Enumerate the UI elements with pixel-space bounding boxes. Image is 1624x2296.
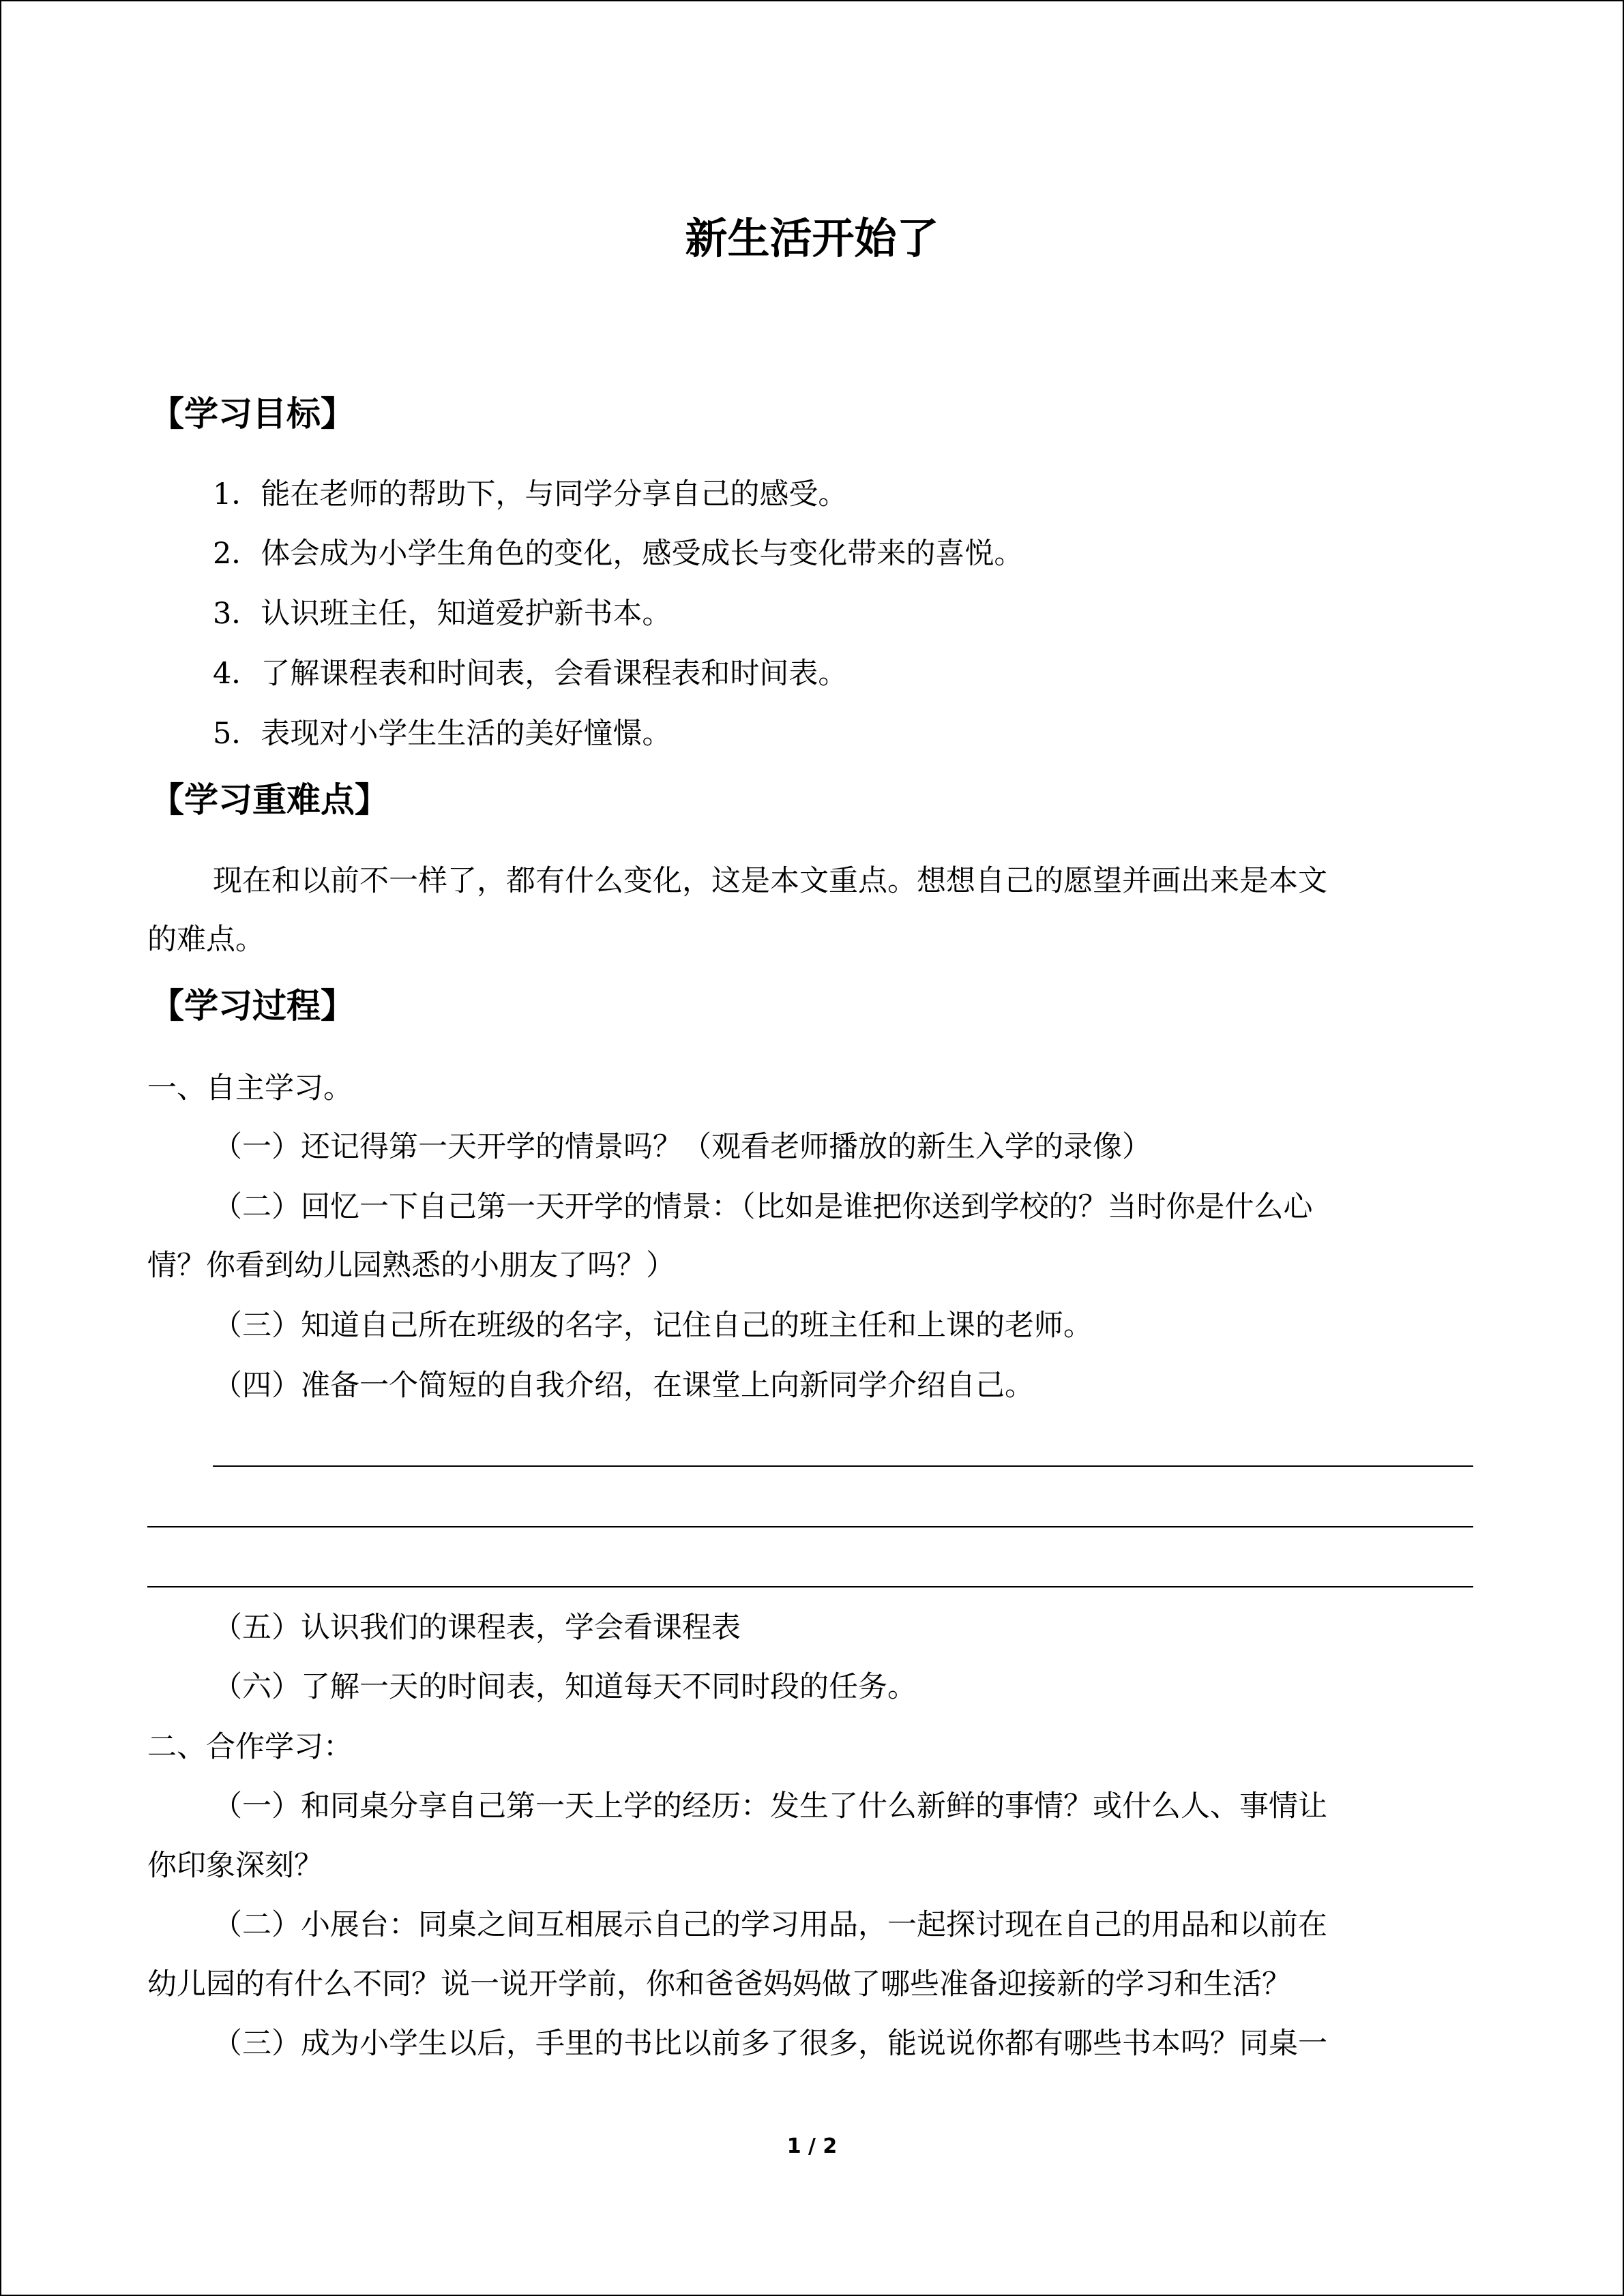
part1-item-2-line-2: 情？你看到幼儿园熟悉的小朋友了吗？） <box>147 1249 675 1283</box>
answer-line-3 <box>147 1586 1473 1587</box>
part1-item-6: （六）了解一天的时间表，知道每天不同时段的任务。 <box>213 1670 917 1704</box>
part2-item-3-line-1: （三）成为小学生以后，手里的书比以前多了很多，能说说你都有哪些书本吗？同桌一 <box>213 2027 1327 2061</box>
section-heading-keypoints: 【学习重难点】 <box>150 780 389 820</box>
answer-line-1 <box>213 1465 1473 1467</box>
part1-item-5: （五）认识我们的课程表，学会看课程表 <box>213 1611 741 1645</box>
goal-item-3: 3．认识班主任，知道爱护新书本。 <box>213 597 672 631</box>
goal-item-5: 5．表现对小学生生活的美好憧憬。 <box>213 717 672 751</box>
part2-heading: 二、合作学习： <box>147 1730 353 1764</box>
section-heading-process: 【学习过程】 <box>150 986 355 1026</box>
part1-item-2-line-1: （二）回忆一下自己第一天开学的情景：（比如是谁把你送到学校的？当时你是什么心 <box>213 1190 1313 1224</box>
keypoints-line-1: 现在和以前不一样了，都有什么变化，这是本文重点。想想自己的愿望并画出来是本文 <box>213 864 1327 898</box>
page-title: 新生活开始了 <box>685 213 939 263</box>
goal-item-4: 4．了解课程表和时间表，会看课程表和时间表。 <box>213 657 848 691</box>
part1-item-1: （一）还记得第一天开学的情景吗？（观看老师播放的新生入学的录像） <box>213 1130 1151 1164</box>
goal-item-1: 1．能在老师的帮助下，与同学分享自己的感受。 <box>213 477 848 511</box>
section-heading-goals: 【学习目标】 <box>150 394 355 434</box>
part1-heading: 一、自主学习。 <box>147 1071 353 1105</box>
goal-item-2: 2．体会成为小学生角色的变化，感受成长与变化带来的喜悦。 <box>213 537 1024 571</box>
part2-item-2-line-1: （二）小展台：同桌之间互相展示自己的学习用品，一起探讨现在自己的用品和以前在 <box>213 1908 1327 1942</box>
part2-item-2-line-2: 幼儿园的有什么不同？说一说开学前，你和爸爸妈妈做了哪些准备迎接新的学习和生活？ <box>147 1967 1291 2001</box>
part2-item-1-line-1: （一）和同桌分享自己第一天上学的经历：发生了什么新鲜的事情？或什么人、事情让 <box>213 1789 1327 1823</box>
part1-item-3: （三）知道自己所在班级的名字，记住自己的班主任和上课的老师。 <box>213 1309 1093 1343</box>
part2-item-1-line-2: 你印象深刻？ <box>147 1849 323 1883</box>
part1-item-4: （四）准备一个简短的自我介绍，在课堂上向新同学介绍自己。 <box>213 1369 1034 1403</box>
answer-line-2 <box>147 1526 1473 1527</box>
keypoints-line-2: 的难点。 <box>147 923 265 957</box>
page-number: 1 / 2 <box>786 2134 838 2158</box>
